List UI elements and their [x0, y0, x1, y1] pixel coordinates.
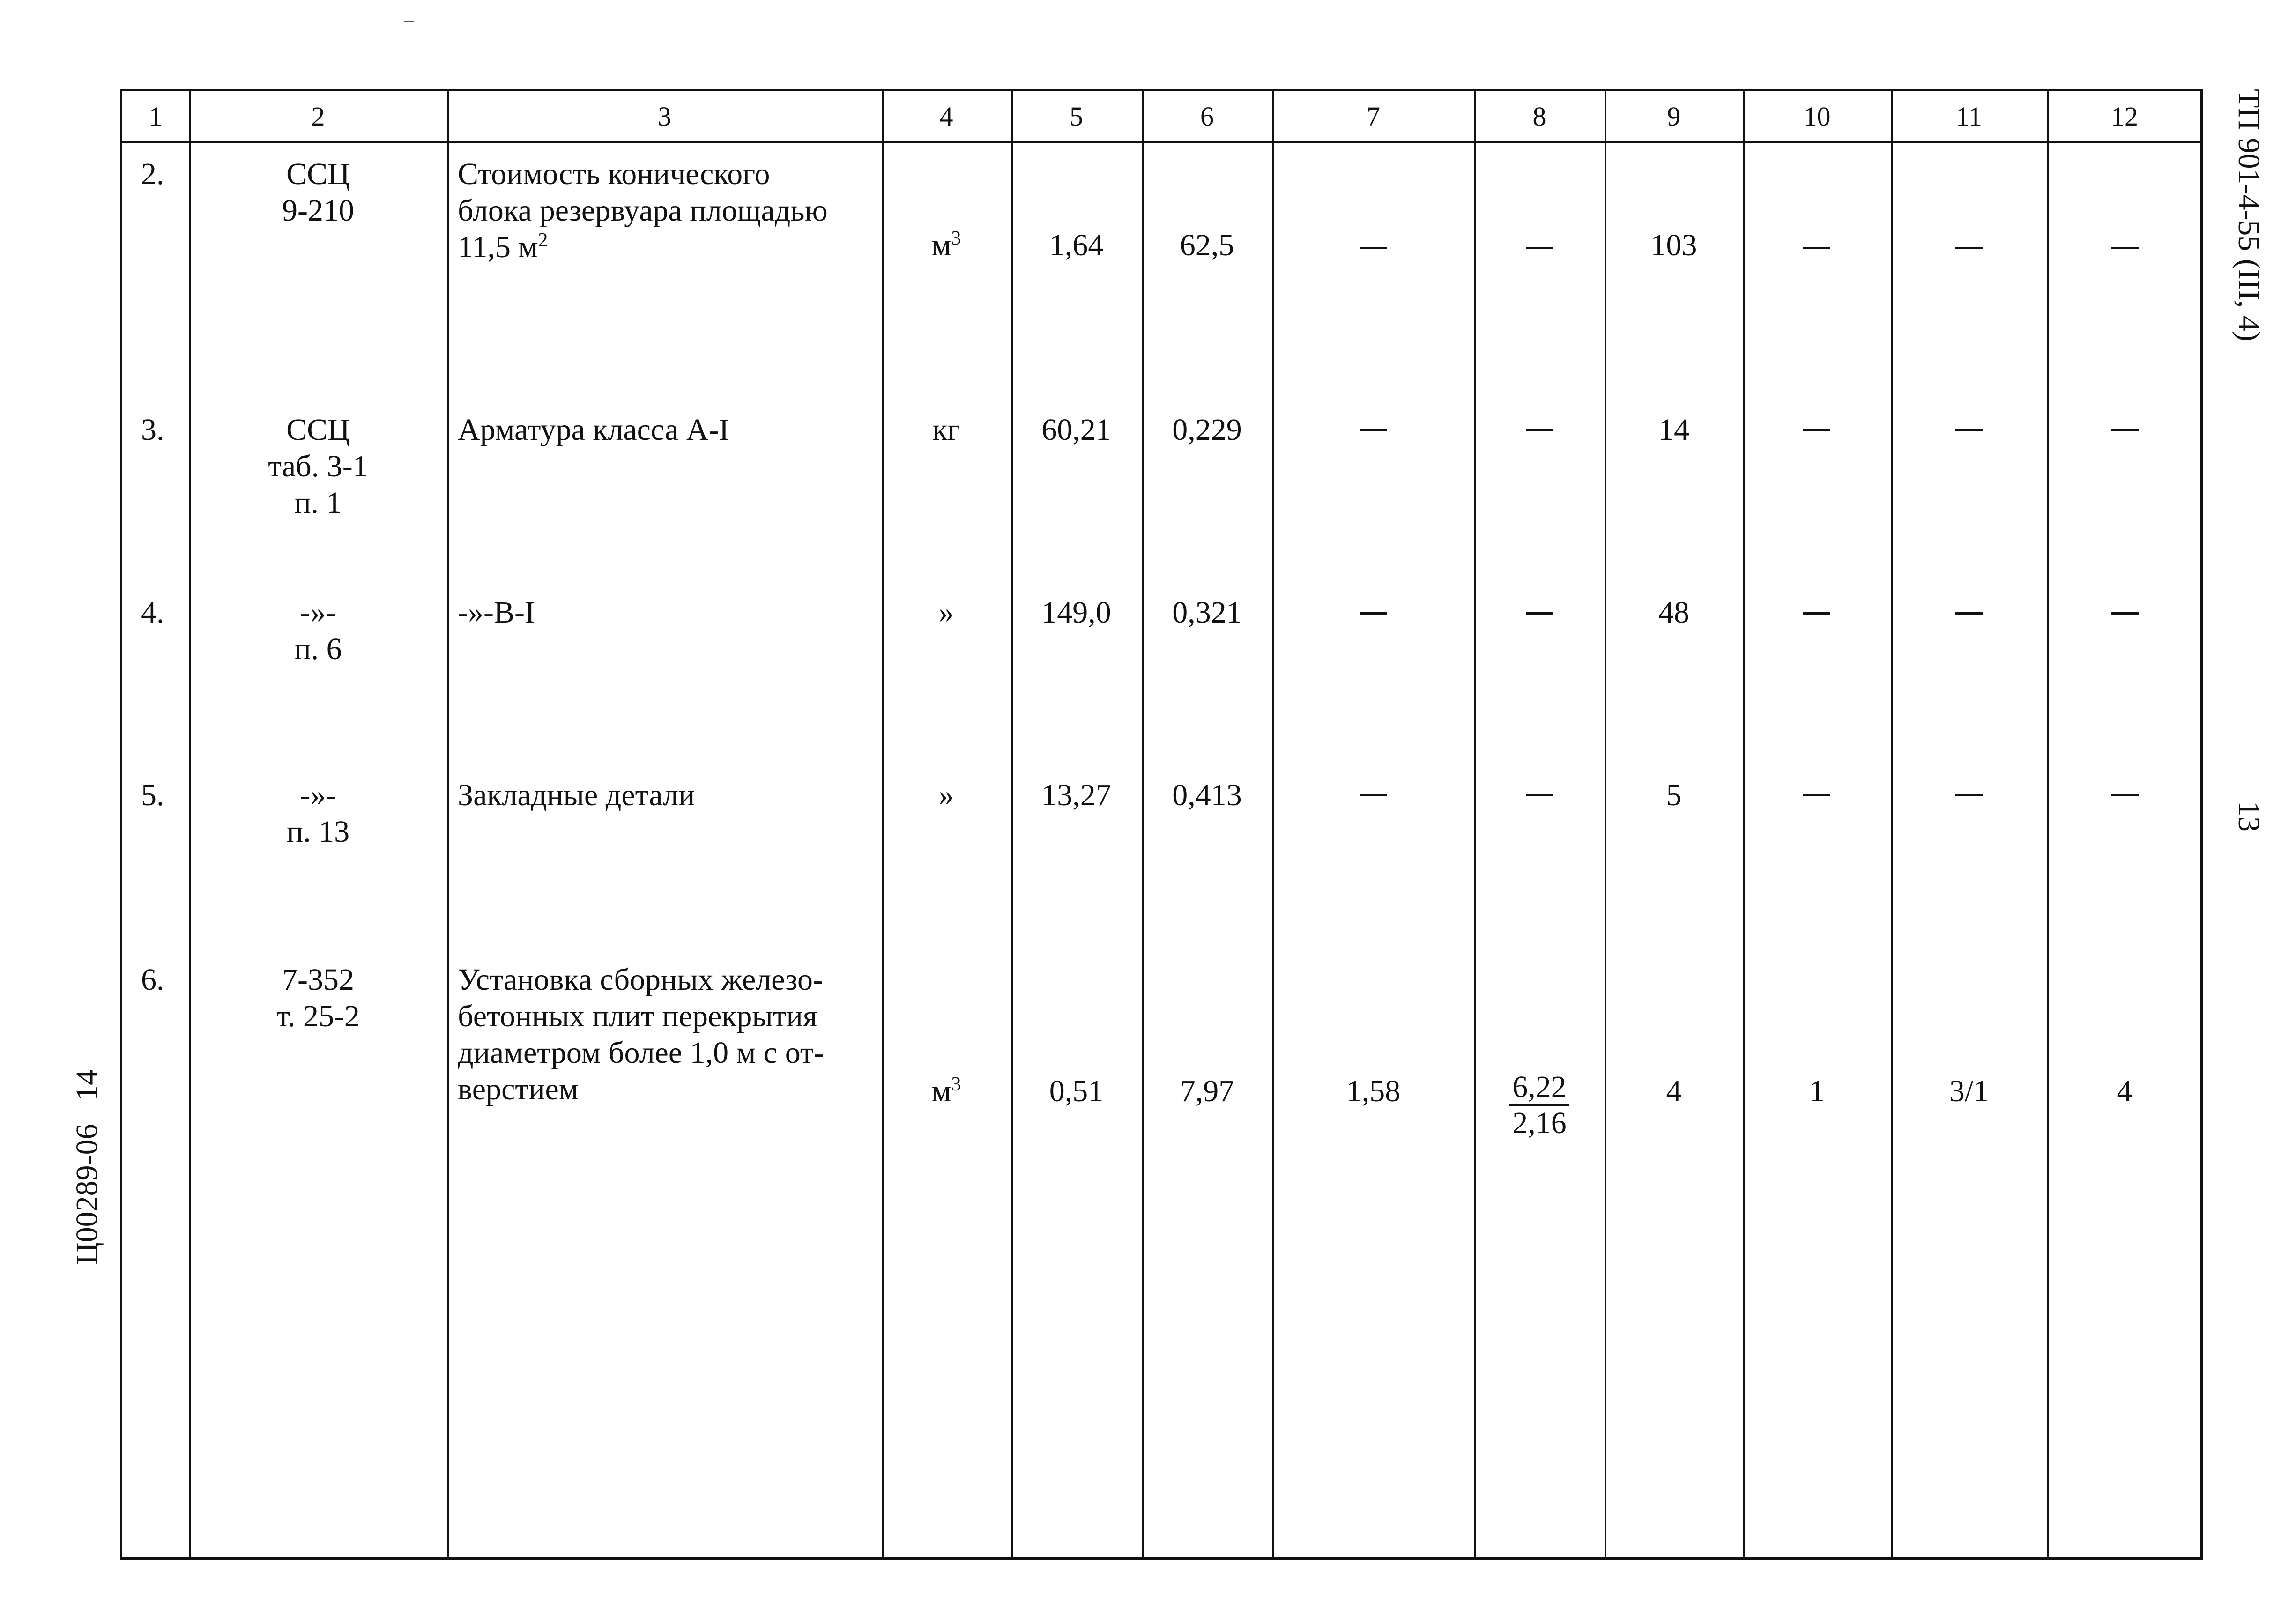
scan-mark [404, 21, 414, 22]
col-divider [2047, 91, 2049, 1557]
empty-dash [1955, 794, 1983, 796]
row-ref: -»- п. 13 [286, 778, 350, 849]
row-quantity: 0,51 [1049, 1074, 1104, 1108]
row-total: 14 [1658, 413, 1689, 447]
estimate-table [120, 89, 2203, 1560]
row-quantity: 13,27 [1041, 778, 1111, 812]
row-unit: » [938, 595, 954, 630]
row-quantity: 1,64 [1049, 228, 1104, 262]
row-quantity: 149,0 [1041, 595, 1111, 630]
empty-dash [1803, 247, 1830, 249]
col-divider [1891, 91, 1893, 1557]
row-price: 0,413 [1172, 778, 1242, 812]
archive-code: Ц00289-06 14 [70, 1069, 104, 1265]
row-col-11: 3/1 [1949, 1074, 1989, 1108]
page-number-right: 13 [2232, 801, 2266, 832]
empty-dash [1955, 429, 1983, 431]
empty-dash [2111, 612, 2139, 615]
header-col-6: 6 [1200, 101, 1214, 132]
col-divider [1605, 91, 1606, 1557]
empty-dash [1360, 794, 1387, 796]
row-col-8-fraction: $\frac{6,22}{2,16}$ [1474, 1070, 1605, 1142]
empty-dash [1955, 612, 1983, 615]
row-number: 6. [141, 963, 164, 997]
row-col-7: 1,58 [1346, 1074, 1401, 1108]
row-ref: -»- п. 6 [294, 595, 342, 666]
empty-dash [1360, 612, 1387, 615]
row-price: 0,229 [1172, 413, 1242, 447]
row-col-10: 1 [1809, 1074, 1825, 1108]
row-ref: 7-352 т. 25-2 [276, 963, 360, 1033]
row-total: 5 [1666, 778, 1682, 812]
empty-dash [1360, 429, 1387, 431]
row-price: 62,5 [1180, 228, 1234, 262]
col-divider [882, 91, 884, 1557]
empty-dash [1526, 794, 1553, 796]
header-col-1: 1 [149, 101, 163, 132]
col-divider [1142, 91, 1144, 1557]
row-price: 0,321 [1172, 595, 1242, 630]
row-ref: ССЦ таб. 3-1 п. 1 [268, 413, 368, 520]
row-number: 4. [141, 595, 164, 630]
header-col-12: 12 [2111, 101, 2138, 132]
row-description: Стоимость конического блока резервуара площадью 11,5 $м^2$ [458, 157, 828, 264]
col-divider [447, 91, 449, 1557]
empty-dash [1803, 612, 1830, 615]
row-unit: » [938, 778, 954, 812]
header-col-3: 3 [658, 101, 671, 132]
row-description: Установка сборных железо- бетонных плит перекрытия диаметром более 1,0 м с от- верстием [458, 963, 824, 1106]
header-col-9: 9 [1667, 101, 1681, 132]
row-number: 2. [141, 157, 164, 191]
row-quantity: 60,21 [1041, 413, 1111, 447]
row-ref: ССЦ 9-210 [282, 157, 354, 228]
empty-dash [1526, 247, 1553, 249]
header-col-8: 8 [1532, 101, 1546, 132]
row-unit: $м^3$ [931, 1074, 961, 1108]
header-divider [122, 141, 2200, 143]
empty-dash [2111, 429, 2139, 431]
row-price: 7,97 [1180, 1074, 1234, 1108]
col-divider [1272, 91, 1274, 1557]
header-col-10: 10 [1803, 101, 1831, 132]
empty-dash [1955, 247, 1983, 249]
row-col-12: 4 [2117, 1074, 2133, 1108]
empty-dash [2111, 794, 2139, 796]
row-total: 4 [1666, 1074, 1682, 1108]
row-unit: кг [932, 413, 960, 447]
empty-dash [1803, 429, 1830, 431]
empty-dash [2111, 247, 2139, 249]
header-col-7: 7 [1367, 101, 1380, 132]
header-col-11: 11 [1956, 101, 1982, 132]
row-description: -»-В-I [458, 595, 535, 630]
col-divider [1011, 91, 1013, 1557]
row-total: 48 [1658, 595, 1689, 630]
empty-dash [1803, 794, 1830, 796]
document-code: ТП 901-4-55 (III, 4) [2232, 89, 2266, 341]
row-description: Закладные детали [458, 778, 695, 812]
empty-dash [1360, 247, 1387, 249]
row-number: 3. [141, 413, 164, 447]
header-col-4: 4 [939, 101, 953, 132]
row-unit: $м^3$ [931, 228, 961, 262]
col-divider [1743, 91, 1745, 1557]
row-description: Арматура класса А-I [458, 413, 729, 447]
header-col-5: 5 [1070, 101, 1083, 132]
empty-dash [1526, 612, 1553, 615]
col-divider [1474, 91, 1476, 1557]
row-total: 103 [1650, 228, 1697, 262]
empty-dash [1526, 429, 1553, 431]
row-number: 5. [141, 778, 164, 812]
header-col-2: 2 [311, 101, 325, 132]
